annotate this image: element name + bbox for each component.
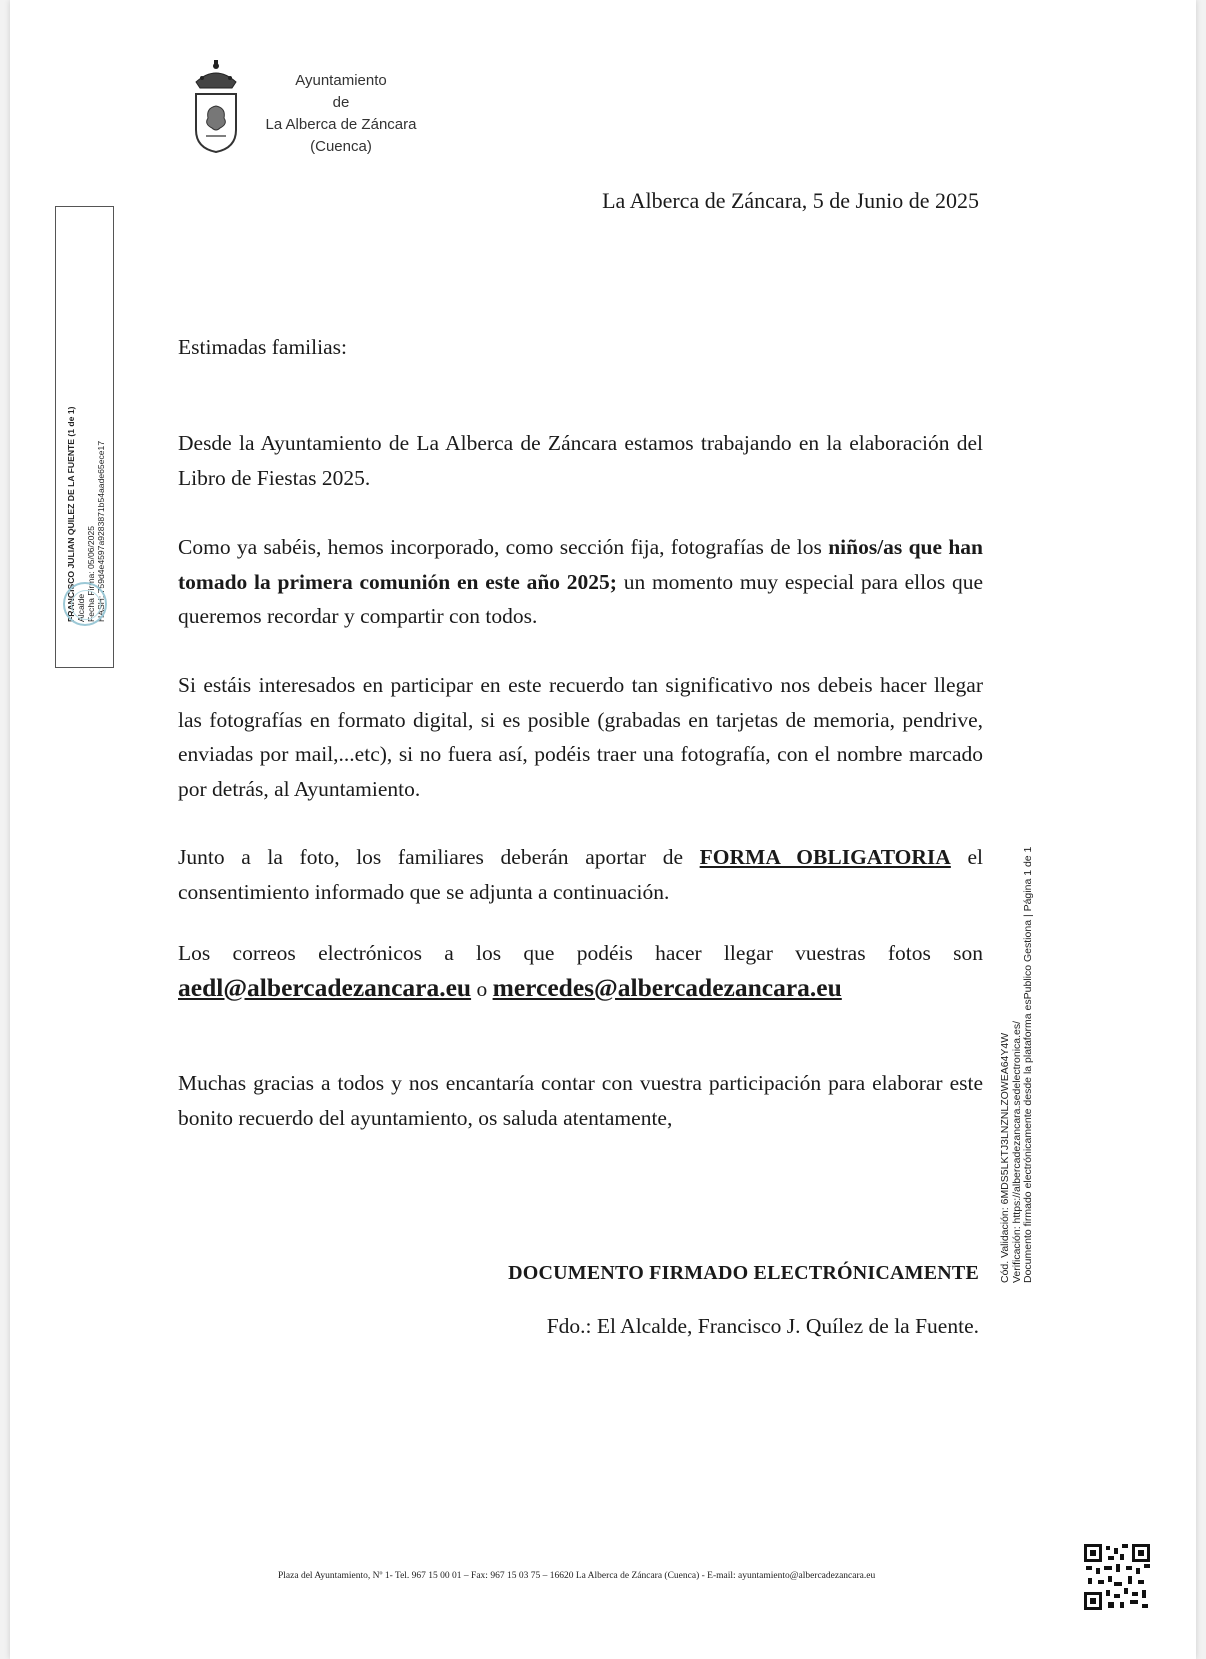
date-line: La Alberca de Záncara, 5 de Junio de 2025: [602, 188, 979, 213]
paragraph-3-text: Si estáis interesados en participar en este recuerdo tan significativo nos debeis hacer llegar las fotografías en formato digital, si es posible (grabadas en tarjetas de memoria, pendrive, enviadas por mail,...etc), si no fuera así, podéis traer una fotografía, con el nombre marcado por detrás, al Ayuntamiento.: [178, 673, 983, 801]
paragraph-4: [178, 840, 983, 909]
stamp-date: Fecha Firma: 05/06/2025: [86, 525, 96, 622]
paragraph-2-lead: Como ya sabéis, hemos incorporado, como sección fija, fotografías de los: [178, 535, 829, 559]
electronic-seal-icon: [63, 582, 107, 626]
stamp-signer: FRANCISCO JULIAN QUILEZ DE LA FUENTE (1 de 1): [66, 406, 76, 622]
letter-page: [10, 0, 1196, 1659]
coat-of-arms-icon: [188, 58, 244, 154]
paragraph-4-tail: el consentimiento informado que se adjunta a continuación.: [178, 845, 983, 904]
letterhead-text: [256, 70, 426, 158]
email-link-aedl[interactable]: aedl@albercadezancara.eu: [178, 972, 472, 1002]
signature-stamp-text: [66, 222, 106, 622]
paragraph-6-text: Muchas gracias a todos y nos encantaría contar con vuestra participación para elaborar este bonito recuerdo del ayuntamiento, os saluda atentamente,: [178, 1071, 983, 1130]
greeting: [178, 330, 983, 365]
paragraph-4-lead: Junto a la foto, los familiares deberán aportar de: [178, 845, 700, 869]
paragraph-5-connector: o: [471, 976, 493, 1001]
signature-name: Fdo.: El Alcalde, Francisco J. Quílez de la Fuente.: [546, 1314, 979, 1338]
signature-stamp: [55, 206, 114, 668]
paragraph-2: [178, 530, 983, 634]
paragraph-2-bold: niños/as que han tomado la primera comunión en este año 2025;: [178, 535, 983, 594]
paragraph-6: [178, 1066, 983, 1135]
email-link-mercedes[interactable]: mercedes@albercadezancara.eu: [492, 972, 842, 1002]
footer-address: Plaza del Ayuntamiento, Nº 1- Tel. 967 15 00 01 – Fax: 967 15 03 75 – 16620 La Alberca de Záncara (Cuenca) - E-mail: ayuntamiento@albercadezancara.eu: [278, 1571, 876, 1581]
paragraph-3: [178, 668, 983, 806]
greeting-text: Estimadas familias:: [178, 335, 347, 359]
signature-heading: DOCUMENTO FIRMADO ELECTRÓNICAMENTE: [508, 1262, 979, 1284]
paragraph-5: [178, 936, 983, 1006]
letterhead: [188, 58, 428, 168]
letterhead-line3: La Alberca de Záncara: [265, 116, 417, 133]
paragraph-1-text: Desde la Ayuntamiento de La Alberca de Záncara estamos trabajando en la elaboración del Libro de Fiestas 2025.: [178, 431, 983, 490]
qr-code-icon[interactable]: [1084, 1544, 1150, 1610]
validation-platform: Documento firmado electrónicamente desde la plataforma esPublico Gestiona | Página 1 de 1: [1022, 846, 1034, 1283]
stamp-role: Alcalde: [76, 593, 86, 622]
validation-code: Cód. Validación: 6MDS5LKTJ3LNZNLZOWEA64Y4W: [999, 1032, 1011, 1283]
letterhead-line1: Ayuntamiento: [295, 72, 387, 89]
paragraph-5-lead: Los correos electrónicos a los que podéis hacer llegar vuestras fotos son: [178, 941, 983, 965]
mandatory-emphasis: FORMA OBLIGATORIA: [699, 845, 951, 869]
paragraph-2-tail: un momento muy especial para ellos que queremos recordar y compartir con todos.: [178, 569, 983, 628]
letterhead-line4: (Cuenca): [310, 138, 372, 155]
paragraph-1: [178, 426, 983, 495]
validation-url[interactable]: Verificación: https://albercadezancara.sedelectronica.es/: [1010, 1020, 1023, 1283]
letterhead-line2: de: [332, 94, 350, 111]
stamp-hash: HASH: 759d4e4597a9283871b54aade65ece17: [96, 440, 106, 622]
validation-block: [1000, 723, 1035, 1283]
